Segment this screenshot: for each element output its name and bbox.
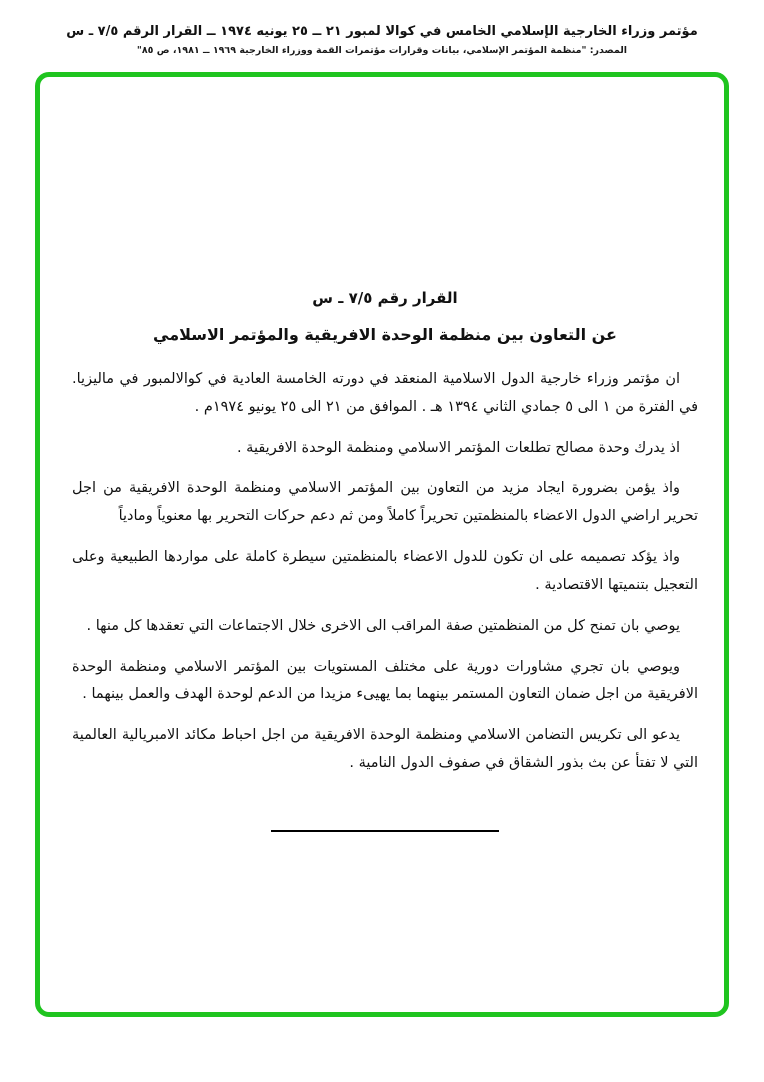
paragraph-recognizing: اذ يدرك وحدة مصالح تطلعات المؤتمر الاسلامي ومنظمة الوحدة الافريقية . xyxy=(236,439,680,456)
resolution-title: عن التعاون بين منظمة الوحدة الافريقية والمؤتمر الاسلامي xyxy=(153,325,617,344)
scanned-page-frame xyxy=(35,72,729,1017)
header-source: المصدر: "منظمة المؤتمر الإسلامي، بيانات وقرارات مؤتمرات القمة ووزراء الخارجية ١٩٦٩ ــ ١٩٨١، ص ٨٥" xyxy=(136,45,628,56)
end-divider xyxy=(271,830,499,832)
paragraph-recommends-observer: يوصي بان تمنح كل من المنظمتين صفة المراقب الى الاخرى خلال الاجتماعات التي تعقدها كل منها . xyxy=(86,617,680,634)
paragraph-believing: واذ يؤمن بضرورة ايجاد مزيد من التعاون بين المؤتمر الاسلامي ومنظمة الوحدة الافريقية من اجل تحرير اراضي الدول الاعضاء بالمنظمتين تحريراً كاملاً ومن ثم دعم حركات التحرير بها معنوياً ومادياً xyxy=(72,480,698,525)
scanned-page-content xyxy=(40,77,724,832)
paragraph-preamble: ان مؤتمر وزراء خارجية الدول الاسلامية المنعقد في دورته الخامسة العادية في كوالالمبور في ماليزيا. في الفترة من ١ الى ٥ جمادي الثاني ١٣٩٤ هـ . الموافق من ٢١ الى ٢٥ يونيو ١٩٧٤م . xyxy=(72,371,698,415)
resolution-number: القرار رقم ٧/٥ ـ س xyxy=(312,289,458,307)
header-citation: مؤتمر وزراء الخارجية الإسلامي الخامس في كوالا لمبور ٢١ ــ ٢٥ يونيه ١٩٧٤ ــ القرار الرقم ٧/٥ ـ س xyxy=(66,24,698,39)
paragraph-affirming: واذ يؤكد تصميمه على ان تكون للدول الاعضاء بالمنظمتين سيطرة كاملة على مواردها الطبيعية وعلى التعجيل بتنميتها الاقتصادية . xyxy=(72,549,698,593)
paragraph-recommends-consultations: ويوصي بان تجري مشاورات دورية على مختلف المستويات بين المؤتمر الاسلامي ومنظمة الوحدة الافريقية من اجل ضمان التعاون المستمر بينهما بما يهيىء مزيدا من الدعم لوحدة الهدف والعمل بينهما . xyxy=(72,658,698,703)
document-header xyxy=(0,0,764,56)
paragraph-calls-for-solidarity: يدعو الى تكريس التضامن الاسلامي ومنظمة الوحدة الافريقية من اجل احباط مكائد الامبريالية العالمية التي لا تفتأ عن بث بذور الشقاق في صفوف الدول النامية . xyxy=(72,727,698,772)
